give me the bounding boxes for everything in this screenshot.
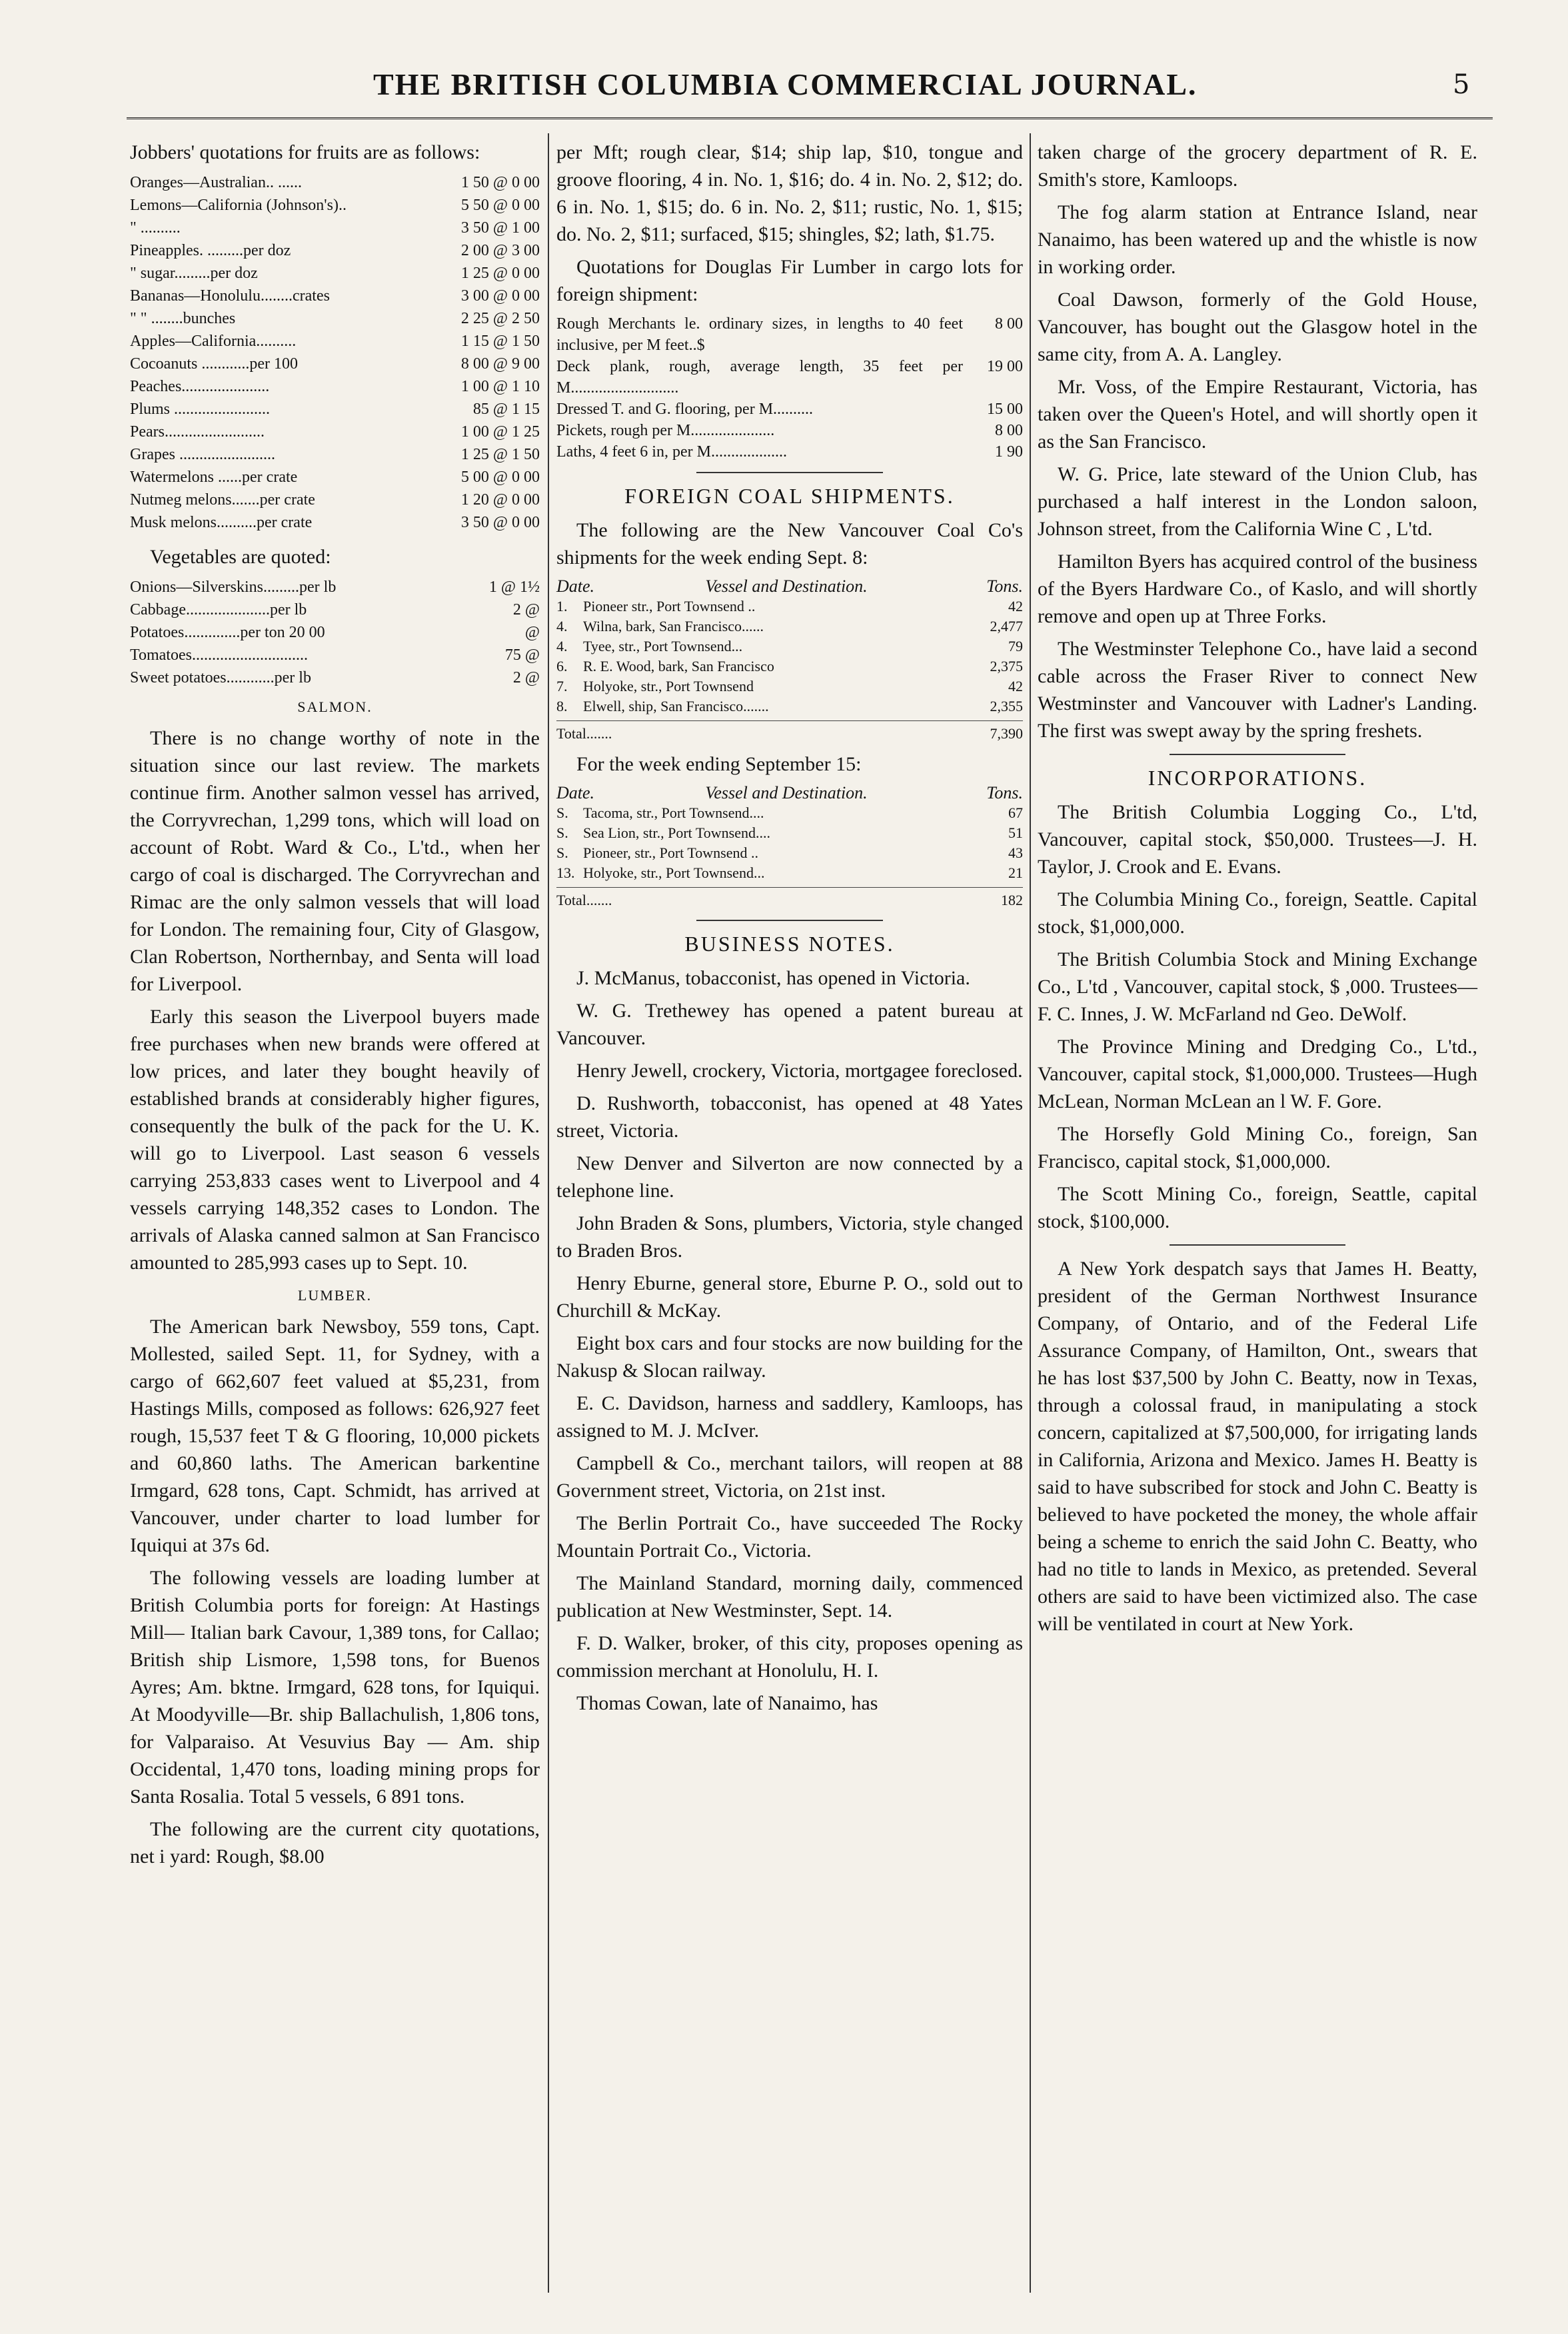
total-label: Total.......: [556, 892, 612, 908]
price-row: [130, 262, 540, 285]
incorporation-entry: The British Columbia Stock and Mining Exchange Co., L'td , Vancouver, capital stock, $ ,000. Trustees—F. C. Innes, J. W. McFarland nd Geo. DeWolf.: [1038, 948, 1477, 1025]
price-row: [130, 443, 540, 466]
item-price: 85 @ 1 15: [472, 401, 540, 418]
fruits-intro: Jobbers' quotations for fruits are as follows:: [130, 141, 480, 163]
row-vessel: Tacoma, str., Port Townsend....: [583, 804, 764, 821]
item-price: 2 @: [512, 601, 540, 618]
item-price: 1 25 @ 1 50: [460, 446, 540, 463]
salmon-paragraph: Early this season the Liverpool buyers made free purchases when new brands were offered at low prices, and later they bought heavily of established brands at considerably higher figures, consequently the bulk of the pack for the U. K. will go to Liverpool. Last season 6 vessels carrying 253,833 cases went to Liverpool and 4 vessels carrying 148,352 cases to London. The arrivals of Alaska canned salmon at San Francisco amounted to 285,993 cases up to Sept. 10.: [130, 1006, 540, 1274]
price-row: [556, 441, 1023, 463]
item-name: Apples—California..........: [130, 333, 297, 350]
row-tons: 2,355: [990, 698, 1023, 714]
row-date: S.: [556, 824, 568, 841]
col-tons: Tons.: [986, 577, 1023, 596]
table-row: [556, 676, 1023, 696]
incorporations-heading: INCORPORATIONS.: [1148, 766, 1367, 790]
item-price: 1 50 @ 0 00: [460, 174, 540, 191]
business-note: The Mainland Standard, morning daily, commenced publication at New Westminster, Sept. 14.: [556, 1572, 1023, 1622]
column-3: [1038, 139, 1477, 2307]
section-separator: [696, 472, 883, 473]
row-vessel: Tyee, str., Port Townsend...: [583, 638, 743, 654]
section-separator: [1170, 754, 1345, 755]
business-heading: BUSINESS NOTES.: [684, 932, 895, 956]
business-note: Henry Eburne, general store, Eburne P. O., sold out to Churchill & McKay.: [556, 1272, 1023, 1322]
business-note: E. C. Davidson, harness and saddlery, Kamloops, has assigned to M. J. McIver.: [556, 1392, 1023, 1442]
table-row: [556, 616, 1023, 636]
vegetable-price-list: [130, 576, 540, 689]
incorporation-entry: The Horsefly Gold Mining Co., foreign, San Francisco, capital stock, $1,000,000.: [1038, 1123, 1477, 1172]
price-row: [130, 466, 540, 489]
item-name: Cocoanuts ............per 100: [130, 355, 298, 373]
row-vessel: Holyoke, str., Port Townsend: [583, 678, 754, 694]
business-note: John Braden & Sons, plumbers, Victoria, style changed to Braden Bros.: [556, 1212, 1023, 1262]
coal-table-week1: [556, 577, 1023, 744]
price-row: [130, 666, 540, 689]
item-name: " ..........: [130, 219, 181, 237]
table-total: [556, 720, 1023, 744]
row-vessel: Elwell, ship, San Francisco.......: [583, 698, 769, 714]
item-name: Deck plank, rough, average length, 35 feet per M...........................: [556, 358, 963, 397]
item-name: Musk melons..........per crate: [130, 514, 313, 531]
row-vessel: R. E. Wood, bark, San Francisco: [583, 658, 774, 674]
section-separator: [1170, 1244, 1345, 1246]
item-price: 5 00 @ 0 00: [460, 469, 540, 486]
coal-table-week2: [556, 783, 1023, 910]
price-row: [130, 217, 540, 239]
price-row: [130, 307, 540, 330]
business-note: Henry Jewell, crockery, Victoria, mortgagee foreclosed.: [576, 1060, 1023, 1082]
item-name: Nutmeg melons.......per crate: [130, 491, 315, 509]
price-row: [130, 398, 540, 421]
table-row: [556, 823, 1023, 843]
price-row: [556, 399, 1023, 420]
item-price: 3 50 @ 1 00: [460, 219, 540, 237]
item-name: Pickets, rough per M.....................: [556, 422, 775, 439]
row-tons: 42: [1008, 678, 1023, 694]
col-tons: Tons.: [986, 783, 1023, 802]
item-price: @: [524, 624, 540, 641]
item-name: Potatoes..............per ton 20 00: [130, 624, 325, 641]
business-note: New Denver and Silverton are now connected by a telephone line.: [556, 1152, 1023, 1202]
item-name: Plums ........................: [130, 401, 271, 418]
table-row: [556, 636, 1023, 656]
col-vessel: Vessel and Destination.: [705, 577, 868, 596]
column-divider: [1030, 133, 1031, 2293]
table-header: [556, 783, 1023, 803]
item-price: 15 00: [987, 401, 1023, 418]
item-name: Pears.........................: [130, 423, 265, 441]
row-vessel: Pioneer, str., Port Townsend ..: [583, 844, 759, 861]
table-total: [556, 887, 1023, 910]
table-row: [556, 656, 1023, 676]
business-note: The Berlin Portrait Co., have succeeded The Rocky Mountain Portrait Co., Victoria.: [556, 1512, 1023, 1562]
item-name: Laths, 4 feet 6 in, per M...................: [556, 443, 787, 461]
total-value: 7,390: [990, 725, 1023, 742]
row-tons: 2,477: [990, 618, 1023, 634]
item-name: Grapes ........................: [130, 446, 275, 463]
business-note: F. D. Walker, broker, of this city, proposes opening as commission merchant at Honolulu, H. I.: [556, 1632, 1023, 1682]
item-price: 75 @: [504, 646, 540, 664]
column-divider: [548, 133, 549, 2293]
page-number: 5: [1453, 69, 1470, 100]
price-row: [130, 511, 540, 534]
lumber-paragraph: The American bark Newsboy, 559 tons, Capt. Mollested, sailed Sept. 11, for Sydney, with a cargo of 662,607 feet valued at $5,231, from Hastings Mills, composed as follows: 626,927 feet rough, 15,537 feet T & G flooring, 10,000 pickets and 60,860 laths. The American barkentine Irmgard, 628 tons, Capt. Schmidt, has arrived at Vancouver, under charter to load lumber for Iquiqui at 37s 6d.: [130, 1316, 540, 1556]
beatty-article: A New York despatch says that James H. Beatty, president of the German Northwest Insurance Company, of Ontario, and of the Federal Life Assurance Company, of Hamilton, Ont., swears that he has lost $37,500 by John C. Beatty, now in Texas, through a colossal fraud, in manipulating a stock concern, capitalized at $7,500,000, for irrigating lands in California, Arizona and Mexico. James H. Beatty is said to have subscribed for stock and John C. Beatty is believed to have pocketed the money, the whole affair being a scheme to enrich the said John C. Beatty, who had no title to lands in Mexico, as pretended. Several others are said to have been victimized also. The case will be ventilated in court at New York.: [1038, 1258, 1477, 1635]
price-row: [130, 421, 540, 443]
item-name: Oranges—Australian.. ......: [130, 174, 302, 191]
page-header: [0, 0, 1568, 133]
price-row: [130, 598, 540, 621]
item-price: 8 00: [995, 422, 1023, 439]
item-price: 1 15 @ 1 50: [460, 333, 540, 350]
lumber-price-list: [556, 313, 1023, 463]
business-note: Eight box cars and four stocks are now building for the Nakusp & Slocan railway.: [556, 1332, 1023, 1382]
row-tons: 2,375: [990, 658, 1023, 674]
table-header: [556, 577, 1023, 596]
item-price: 3 00 @ 0 00: [460, 287, 540, 305]
row-vessel: Holyoke, str., Port Townsend...: [583, 864, 765, 881]
coal-intro: The following are the New Vancouver Coal Co's shipments for the week ending Sept. 8:: [556, 519, 1023, 569]
price-row: [130, 489, 540, 511]
business-note: Campbell & Co., merchant tailors, will reopen at 88 Government street, Victoria, on 21st inst.: [556, 1452, 1023, 1502]
item-price: 19 00: [987, 358, 1023, 375]
row-tons: 51: [1008, 824, 1023, 841]
row-tons: 79: [1008, 638, 1023, 654]
lumber-paragraph: The following are the current city quotations, net i yard: Rough, $8.00: [130, 1818, 540, 1867]
business-note: Mr. Voss, of the Empire Restaurant, Victoria, has taken over the Queen's Hotel, and will shortly open it as the San Francisco.: [1038, 376, 1477, 453]
item-price: 2 @: [512, 669, 540, 686]
item-price: 1 25 @ 0 00: [460, 265, 540, 282]
column-1: [130, 139, 540, 2307]
item-name: Peaches......................: [130, 378, 270, 395]
row-date: 8.: [556, 698, 568, 714]
business-note: The fog alarm station at Entrance Island, near Nanaimo, has been watered up and the whistle is now in working order.: [1038, 201, 1477, 278]
col-vessel: Vessel and Destination.: [705, 783, 868, 802]
price-row: [130, 171, 540, 194]
journal-title: THE BRITISH COLUMBIA COMMERCIAL JOURNAL.: [373, 67, 1197, 101]
price-row: [130, 239, 540, 262]
total-value: 182: [1001, 892, 1023, 908]
lumber-paragraph: The following vessels are loading lumber at British Columbia ports for foreign: At Hastings Mill— Italian bark Cavour, 1,389 tons, for Callao; British ship Lismore, 1,598 tons, for Buenos Ayres; Am. bktne. Irmgard, 628 tons, for Iquiqui. At Moodyville—Br. ship Ballachulish, 1,806 tons, for Valparaiso. At Vesuvius Bay — Am. ship Occidental, 1,470 tons, loading mining props for Santa Rosalia. Total 5 vessels, 6 891 tons.: [130, 1567, 540, 1807]
incorporation-entry: The Columbia Mining Co., foreign, Seattle. Capital stock, $1,000,000.: [1038, 888, 1477, 938]
salmon-paragraph: There is no change worthy of note in the situation since our last review. The markets continue firm. Another salmon vessel has arrived, the Corryvrechan, 1,299 tons, which will load on account of Robt. Ward & Co., L'td., when her cargo of coal is discharged. The Corryvrechan and Rimac are the only salmon vessels that will load for London. The remaining four, City of Glasgow, Clan Robertson, Northernbay, and Senta will load for Liverpool.: [130, 727, 540, 995]
price-row: [130, 576, 540, 598]
row-date: S.: [556, 844, 568, 861]
item-name: Watermelons ......per crate: [130, 469, 298, 486]
price-row: [130, 194, 540, 217]
item-price: 1 @ 1½: [488, 579, 540, 596]
business-note: The Westminster Telephone Co., have laid a second cable across the Fraser River to connect New Westminster and Vancouver with Ladner's Landing. The first was swept away by the spring freshets.: [1038, 638, 1477, 742]
item-price: 5 50 @ 0 00: [460, 197, 540, 214]
item-name: Dressed T. and G. flooring, per M..........: [556, 401, 814, 418]
price-row: [556, 356, 1023, 399]
veg-intro: Vegetables are quoted:: [150, 546, 331, 568]
price-row: [130, 375, 540, 398]
price-row: [130, 285, 540, 307]
row-date: 4.: [556, 638, 568, 654]
row-tons: 67: [1008, 804, 1023, 821]
item-name: Tomatoes.............................: [130, 646, 308, 664]
table-row: [556, 803, 1023, 823]
header-rule: [127, 117, 1493, 119]
row-tons: 43: [1008, 844, 1023, 861]
lumber-heading: LUMBER.: [297, 1287, 373, 1304]
salmon-heading: SALMON.: [297, 698, 373, 715]
business-note: J. McManus, tobacconist, has opened in Victoria.: [576, 967, 970, 989]
douglas-intro: Quotations for Douglas Fir Lumber in cargo lots for foreign shipment:: [556, 256, 1023, 305]
business-note: D. Rushworth, tobacconist, has opened at 48 Yates street, Victoria.: [556, 1092, 1023, 1142]
item-name: Cabbage.....................per lb: [130, 601, 307, 618]
column-2: [556, 139, 1023, 2307]
item-price: 8 00 @ 9 00: [460, 355, 540, 373]
row-date: 13.: [556, 864, 575, 881]
lumber-continued: per Mft; rough clear, $14; ship lap, $10, tongue and groove flooring, 4 in. No. 1, $16; do. 4 in. No. 2, $12; do. 6 in. No. 1, $15; do. 6 in. No. 2, $11; rustic, No. 1, $15; do. No. 2, $11; surfaced, $15; shingles, $2; lath, $1.75.: [556, 141, 1023, 245]
incorporation-entry: The Scott Mining Co., foreign, Seattle, capital stock, $100,000.: [1038, 1183, 1477, 1232]
row-vessel: Wilna, bark, San Francisco......: [583, 618, 764, 634]
section-separator: [696, 920, 883, 921]
item-price: 3 50 @ 0 00: [460, 514, 540, 531]
col-date: Date.: [556, 783, 595, 802]
item-name: Sweet potatoes............per lb: [130, 669, 311, 686]
total-label: Total.......: [556, 725, 612, 742]
business-note: Thomas Cowan, late of Nanaimo, has: [576, 1692, 878, 1714]
row-date: 4.: [556, 618, 568, 634]
row-date: 1.: [556, 598, 568, 614]
price-row: [130, 621, 540, 644]
item-name: Onions—Silverskins.........per lb: [130, 579, 337, 596]
row-vessel: Pioneer str., Port Townsend ..: [583, 598, 756, 614]
item-price: 1 00 @ 1 10: [460, 378, 540, 395]
incorporation-entry: The British Columbia Logging Co., L'td, Vancouver, capital stock, $50,000. Trustees—J. H. Taylor, J. Crook and E. Evans.: [1038, 801, 1477, 878]
row-date: 6.: [556, 658, 568, 674]
table-row: [556, 863, 1023, 883]
row-tons: 21: [1008, 864, 1023, 881]
fruit-price-list: [130, 171, 540, 534]
item-price: 8 00: [995, 315, 1023, 333]
price-row: [130, 353, 540, 375]
business-note: W. G. Price, late steward of the Union Club, has purchased a half interest in the London saloon, Johnson street, from the California Wine C , L'td.: [1038, 463, 1477, 540]
coal-intro: For the week ending September 15:: [576, 753, 862, 775]
item-name: " " ........bunches: [130, 310, 236, 327]
item-name: " sugar.........per doz: [130, 265, 258, 282]
price-row: [130, 330, 540, 353]
business-note: Coal Dawson, formerly of the Gold House, Vancouver, has bought out the Glasgow hotel in the same city, from A. A. Langley.: [1038, 289, 1477, 365]
table-row: [556, 696, 1023, 716]
business-note: W. G. Trethewey has opened a patent bureau at Vancouver.: [556, 1000, 1023, 1049]
item-name: Pineapples. .........per doz: [130, 242, 291, 259]
item-name: Rough Merchants le. ordinary sizes, in lengths to 40 feet inclusive, per M feet..$: [556, 315, 963, 354]
price-row: [556, 313, 1023, 356]
item-name: Lemons—California (Johnson's)..: [130, 197, 347, 214]
table-row: [556, 596, 1023, 616]
table-row: [556, 843, 1023, 863]
item-name: Bananas—Honolulu........crates: [130, 287, 330, 305]
item-price: 1 00 @ 1 25: [460, 423, 540, 441]
item-price: 1 20 @ 0 00: [460, 491, 540, 509]
item-price: 1 90: [995, 443, 1023, 461]
business-note: taken charge of the grocery department of R. E. Smith's store, Kamloops.: [1038, 141, 1477, 191]
business-note: Hamilton Byers has acquired control of the business of the Byers Hardware Co., of Kaslo, and will shortly remove and open up at Three Forks.: [1038, 551, 1477, 627]
price-row: [130, 644, 540, 666]
row-vessel: Sea Lion, str., Port Townsend....: [583, 824, 770, 841]
col-date: Date.: [556, 577, 595, 596]
item-price: 2 00 @ 3 00: [460, 242, 540, 259]
coal-heading: FOREIGN COAL SHIPMENTS.: [624, 484, 955, 508]
row-date: 7.: [556, 678, 568, 694]
item-price: 2 25 @ 2 50: [460, 310, 540, 327]
row-tons: 42: [1008, 598, 1023, 614]
incorporation-entry: The Province Mining and Dredging Co., L'td., Vancouver, capital stock, $1,000,000. Trustees—Hugh McLean, Norman McLean an l W. F. Gore.: [1038, 1036, 1477, 1112]
price-row: [556, 420, 1023, 441]
row-date: S.: [556, 804, 568, 821]
